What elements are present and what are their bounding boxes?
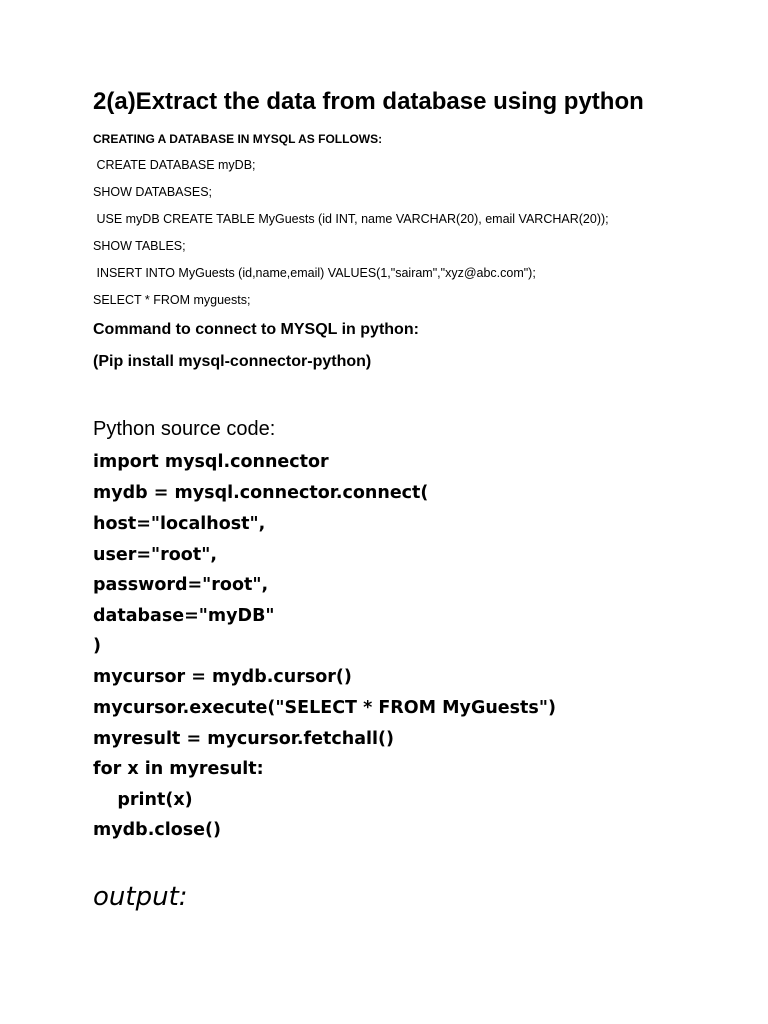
code-line: mycursor = mydb.cursor()	[93, 667, 352, 687]
code-line: import mysql.connector	[93, 452, 329, 472]
output-label: output:	[93, 882, 188, 912]
code-line: host="localhost",	[93, 514, 266, 534]
intro-heading: CREATING A DATABASE IN MYSQL AS FOLLOWS:	[93, 132, 383, 146]
code-line: print(x)	[93, 790, 193, 810]
sql-line: SELECT * FROM myguests;	[93, 293, 251, 307]
sql-line: USE myDB CREATE TABLE MyGuests (id INT, name VARCHAR(20), email VARCHAR(20));	[93, 212, 609, 226]
code-line: mycursor.execute("SELECT * FROM MyGuests")	[93, 698, 556, 718]
code-line: mydb = mysql.connector.connect(	[93, 483, 429, 503]
source-code-heading: Python source code:	[93, 418, 276, 440]
document-title: 2(a)Extract the data from database using python	[93, 88, 644, 115]
pip-install-line: (Pip install mysql-connector-python)	[93, 353, 372, 370]
connect-heading: Command to connect to MYSQL in python:	[93, 321, 419, 338]
sql-line: SHOW TABLES;	[93, 239, 186, 253]
code-line: user="root",	[93, 545, 217, 565]
code-line: )	[93, 636, 101, 656]
code-line: myresult = mycursor.fetchall()	[93, 729, 395, 749]
sql-line: INSERT INTO MyGuests (id,name,email) VALUES(1,"sairam","xyz@abc.com");	[93, 266, 536, 280]
code-line: for x in myresult:	[93, 759, 264, 779]
code-line: database="myDB"	[93, 606, 275, 626]
sql-line: SHOW DATABASES;	[93, 185, 213, 199]
code-line: mydb.close()	[93, 820, 222, 840]
sql-line: CREATE DATABASE myDB;	[93, 158, 256, 172]
code-line: password="root",	[93, 575, 269, 595]
